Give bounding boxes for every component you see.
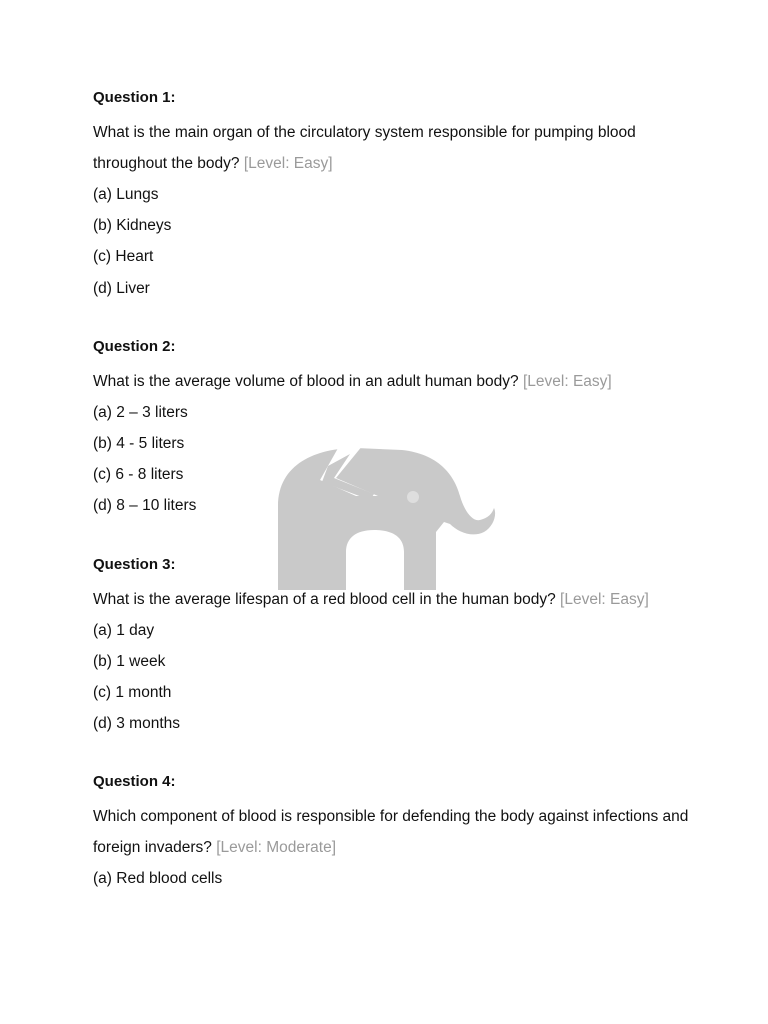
question-1 xyxy=(93,86,693,304)
level-label: [Level: Easy] xyxy=(560,590,649,608)
question-text-body: What is the average lifespan of a red blood cell in the human body? xyxy=(93,590,556,608)
option-c: (c) Heart xyxy=(93,248,154,266)
option-a: (a) Red blood cells xyxy=(93,870,223,888)
option-d: (d) Liver xyxy=(93,279,150,297)
question-text-body: What is the average volume of blood in an adult human body? xyxy=(93,372,519,390)
question-title: Question 1: xyxy=(93,89,176,106)
option-d: (d) 8 – 10 liters xyxy=(93,497,197,515)
level-label: [Level: Easy] xyxy=(243,155,333,172)
question-text xyxy=(93,801,693,863)
option-c: (c) 6 - 8 liters xyxy=(93,466,184,484)
question-text xyxy=(93,366,693,397)
option-b: (b) 4 - 5 liters xyxy=(93,435,185,453)
option-c: (c) 1 month xyxy=(93,684,172,702)
question-list xyxy=(93,86,693,926)
question-2 xyxy=(93,335,693,522)
level-label: [Level: Moderate] xyxy=(216,839,336,857)
question-text-body: What is the main organ of the circulatory system responsible for pumping blood throughout the body? xyxy=(93,124,636,172)
question-4 xyxy=(93,770,693,894)
option-a: (a) 1 day xyxy=(93,621,155,639)
level-label: [Level: Easy] xyxy=(522,372,612,390)
question-text-body: Which component of blood is responsible for defending the body against infections and foreign invaders? xyxy=(93,808,689,857)
option-d: (d) 3 months xyxy=(93,715,181,733)
question-3 xyxy=(93,553,693,740)
option-a: (a) Lungs xyxy=(93,186,159,203)
question-text xyxy=(93,117,693,179)
option-b: (b) 1 week xyxy=(93,652,166,670)
question-text xyxy=(93,584,693,615)
question-title: Question 3: xyxy=(93,555,176,573)
question-title: Question 4: xyxy=(93,773,176,791)
option-b: (b) Kidneys xyxy=(93,217,172,235)
option-a: (a) 2 – 3 liters xyxy=(93,403,188,421)
question-title: Question 2: xyxy=(93,337,176,355)
